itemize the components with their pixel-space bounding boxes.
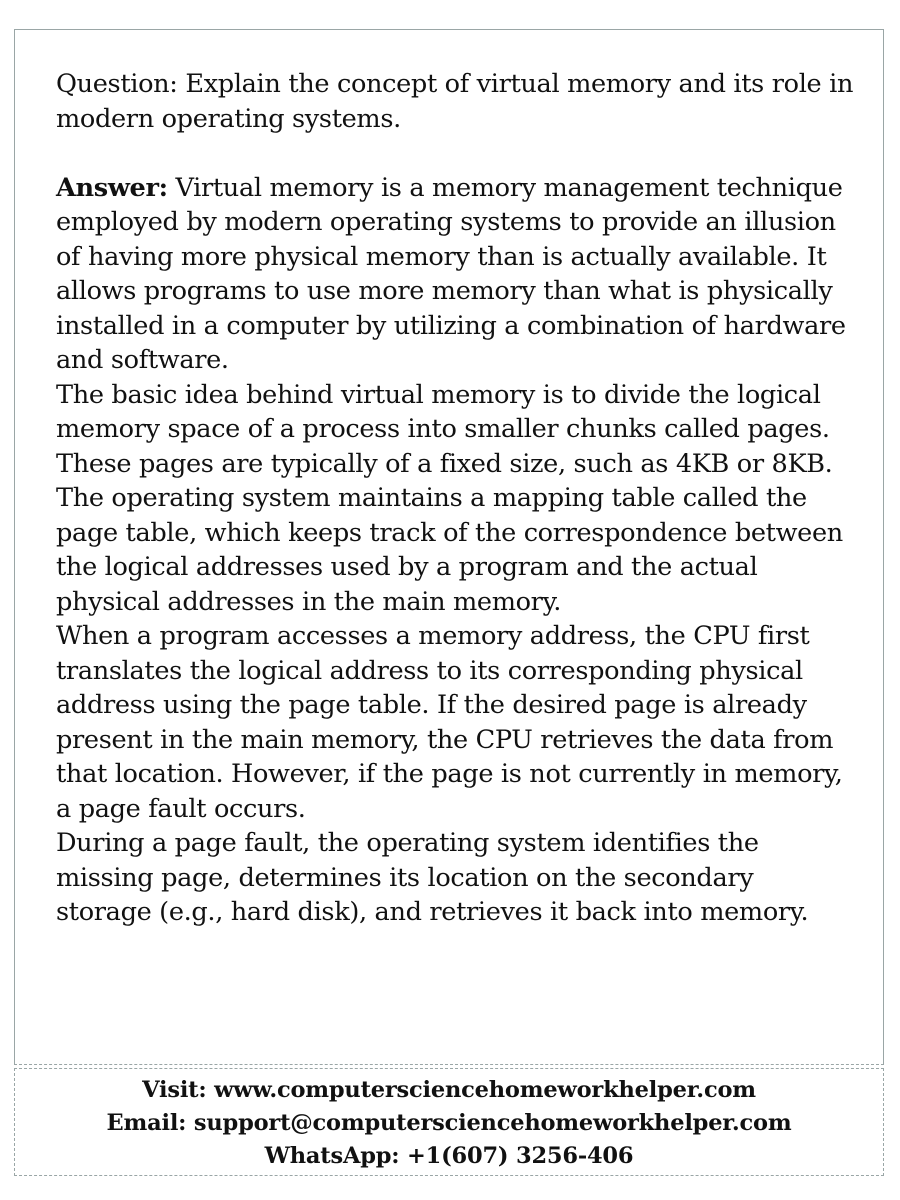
answer-paragraph-4: During a page fault, the operating system identifies the missing page, determines its location on the secondary storage (e.g., hard disk), and retrieves it back into memory.: [56, 828, 809, 927]
footer-visit: Visit: www.computersciencehomeworkhelper.com: [142, 1077, 756, 1103]
footer-email: Email: support@computersciencehomeworkhelper.com: [106, 1110, 792, 1136]
contact-footer: [14, 1068, 884, 1176]
answer-label: Answer:: [56, 172, 168, 203]
answer-paragraph-1-text: Virtual memory is a memory management technique employed by modern operating systems to provide an illusion of having more physical memory than is actually available. It allows programs to use more memory than what is physically installed in a computer by utilizing a combination of hardware and software.: [56, 172, 846, 375]
answer-paragraph-2: The basic idea behind virtual memory is to divide the logical memory space of a process into smaller chunks called pages. These pages are typically of a fixed size, such as 4KB or 8KB. The operating system maintains a mapping table called the page table, which keeps track of the correspondence between the logical addresses used by a program and the actual physical addresses in the main memory.: [56, 379, 843, 617]
document-body: [56, 67, 856, 930]
footer-whatsapp: WhatsApp: +1(607) 3256-406: [264, 1143, 634, 1169]
answer-paragraph-3: When a program accesses a memory address, the CPU first translates the logical address to its corresponding physical address using the page table. If the desired page is already present in the main memory, the CPU retrieves the data from that location. However, if the page is not currently in memory, a page fault occurs.: [56, 621, 843, 824]
answer-paragraph-1: [56, 171, 856, 378]
question-text: Question: Explain the concept of virtual memory and its role in modern operating systems.: [56, 69, 854, 134]
